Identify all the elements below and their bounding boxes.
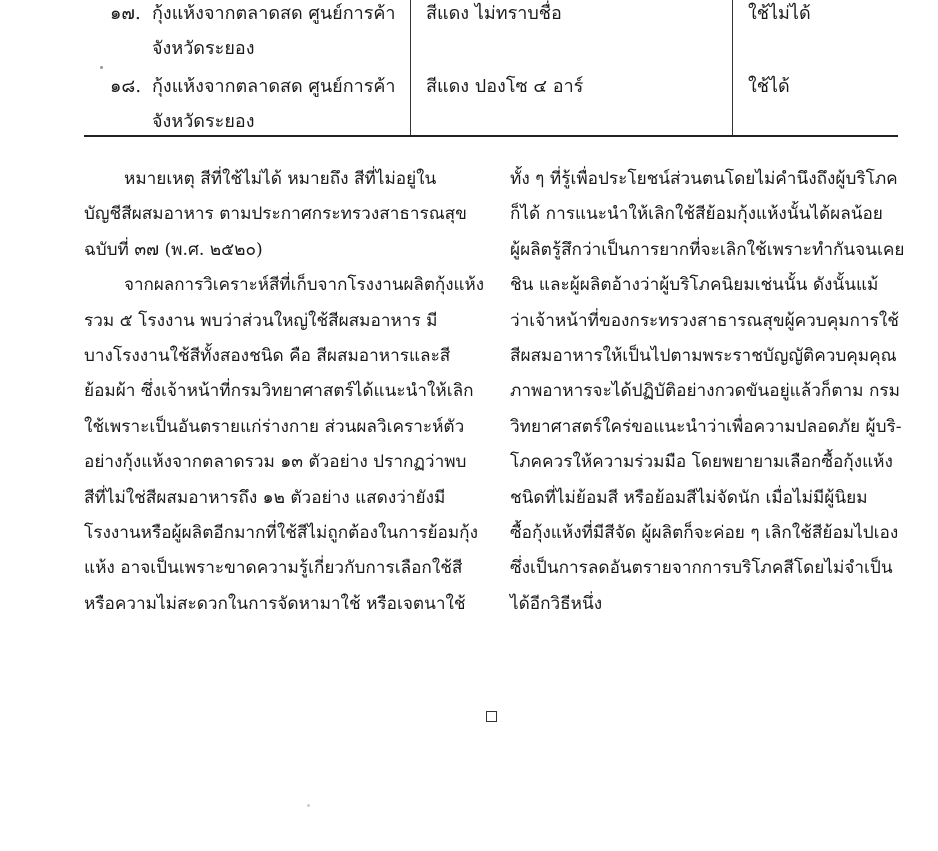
- text-line: สีที่ไม่ใช่สีผสมอาหารถึง ๑๒ ตัวอย่าง แสดงว่ายังมี: [84, 487, 446, 508]
- left-text-column: [84, 162, 484, 622]
- text-line: ทั้ง ๆ ที่รู้เพื่อประโยชน์ส่วนตนโดยไม่คำนึงถึงผู้บริโภค: [510, 169, 898, 189]
- result: ใช้ได้: [748, 76, 790, 97]
- row-number: ๑๗.: [110, 3, 141, 24]
- text-line: ซึ่งเป็นการลดอันตรายจากการบริโภคสีโดยไม่จำเป็น: [510, 558, 893, 579]
- text-line: บางโรงงานใช้สีทั้งสองชนิด คือ สีผสมอาหารและสี: [84, 345, 451, 366]
- text-line: ภาพอาหารจะได้ปฏิบัติอย่างกวดขันอยู่แล้วก็ตาม กรม: [510, 381, 900, 402]
- text-line: อย่างกุ้งแห้งจากตลาดรวม ๑๓ ตัวอย่าง ปรากฏว่าพบ: [84, 452, 467, 473]
- text-line: หรือความไม่สะดวกในการจัดหามาใช้ หรือเจตนาใช้: [84, 593, 466, 614]
- row-number: ๑๘.: [110, 76, 142, 97]
- scan-speck: [100, 66, 103, 69]
- end-marker-square-icon: [486, 711, 497, 722]
- text-line: ก็ได้ การแนะนำให้เลิกใช้สีย้อมกุ้งแห้งนั้นได้ผลน้อย: [510, 204, 883, 225]
- note-line: หมายเหตุ สีที่ใช้ไม่ได้ หมายถึง สีที่ไม่อยู่ใน: [124, 169, 437, 189]
- text-line: วิทยาศาสตร์ใคร่ขอแนะนำว่าเพื่อความปลอดภัย ผู้บริ-: [510, 416, 902, 437]
- text-line: ชนิดที่ไม่ย้อมสี หรือย้อมสีไม่จัดนัก เมื่อไม่มีผู้นิยม: [510, 487, 868, 508]
- results-table: [84, 0, 898, 136]
- text-line: ชิน และผู้ผลิตอ้างว่าผู้บริโภคนิยมเช่นนั้น ดังนั้นแม้: [510, 275, 879, 296]
- right-text-column: [510, 162, 910, 622]
- dye-color: สีแดง ปองโซ ๔ อาร์: [426, 76, 584, 97]
- text-line: บัญชีสีผสมอาหาร ตามประกาศกระทรวงสาธารณสุข: [84, 204, 467, 225]
- sample-name: กุ้งแห้งจากตลาดสด ศูนย์การค้า: [152, 3, 396, 24]
- table-divider-2: [732, 0, 733, 135]
- text-line: ผู้ผลิตรู้สึกว่าเป็นการยากที่จะเลิกใช้เพราะทำกันจนเคย: [510, 239, 905, 260]
- text-line: รวม ๕ โรงงาน พบว่าส่วนใหญ่ใช้สีผสมอาหาร มี: [84, 310, 438, 331]
- text-line: สีผสมอาหารให้เป็นไปตามพระราชบัญญัติควบคุมคุณ: [510, 345, 897, 366]
- text-line: ได้อีกวิธีหนึ่ง: [510, 593, 603, 614]
- sample-name: กุ้งแห้งจากตลาดสด ศูนย์การค้า: [152, 76, 396, 97]
- table-divider-1: [410, 0, 411, 135]
- text-line: โรงงานหรือผู้ผลิตอีกมากที่ใช้สีไม่ถูกต้องในการย้อมกุ้ง: [84, 522, 478, 543]
- sample-name-cont: จังหวัดระยอง: [152, 111, 255, 132]
- result: ใช้ไม่ได้: [748, 3, 811, 24]
- text-line: โภคควรให้ความร่วมมือ โดยพยายามเลือกซื้อกุ้งแห้ง: [510, 452, 893, 473]
- table-bottom-rule: [84, 135, 898, 137]
- paragraph-start-line: จากผลการวิเคราะห์สีที่เก็บจากโรงงานผลิตกุ้งแห้ง: [124, 275, 484, 296]
- scan-speck: [307, 804, 310, 807]
- text-line: แห้ง อาจเป็นเพราะขาดความรู้เกี่ยวกับการเลือกใช้สี: [84, 558, 463, 579]
- dye-color: สีแดง ไม่ทราบชื่อ: [426, 3, 562, 24]
- text-line: ฉบับที่ ๓๗ (พ.ศ. ๒๕๒๐): [84, 239, 263, 260]
- text-line: ใช้เพราะเป็นอันตรายแก่ร่างกาย ส่วนผลวิเคราะห์ตัว: [84, 416, 465, 437]
- text-line: ซื้อกุ้งแห้งที่มีสีจัด ผู้ผลิตก็จะค่อย ๆ เลิกใช้สีย้อมไปเอง: [510, 522, 899, 543]
- text-line: ย้อมผ้า ซึ่งเจ้าหน้าที่กรมวิทยาศาสตร์ได้แนะนำให้เลิก: [84, 381, 474, 402]
- sample-name-cont: จังหวัดระยอง: [152, 38, 255, 59]
- text-line: ว่าเจ้าหน้าที่ของกระทรวงสาธารณสุขผู้ควบคุมการใช้: [510, 310, 899, 331]
